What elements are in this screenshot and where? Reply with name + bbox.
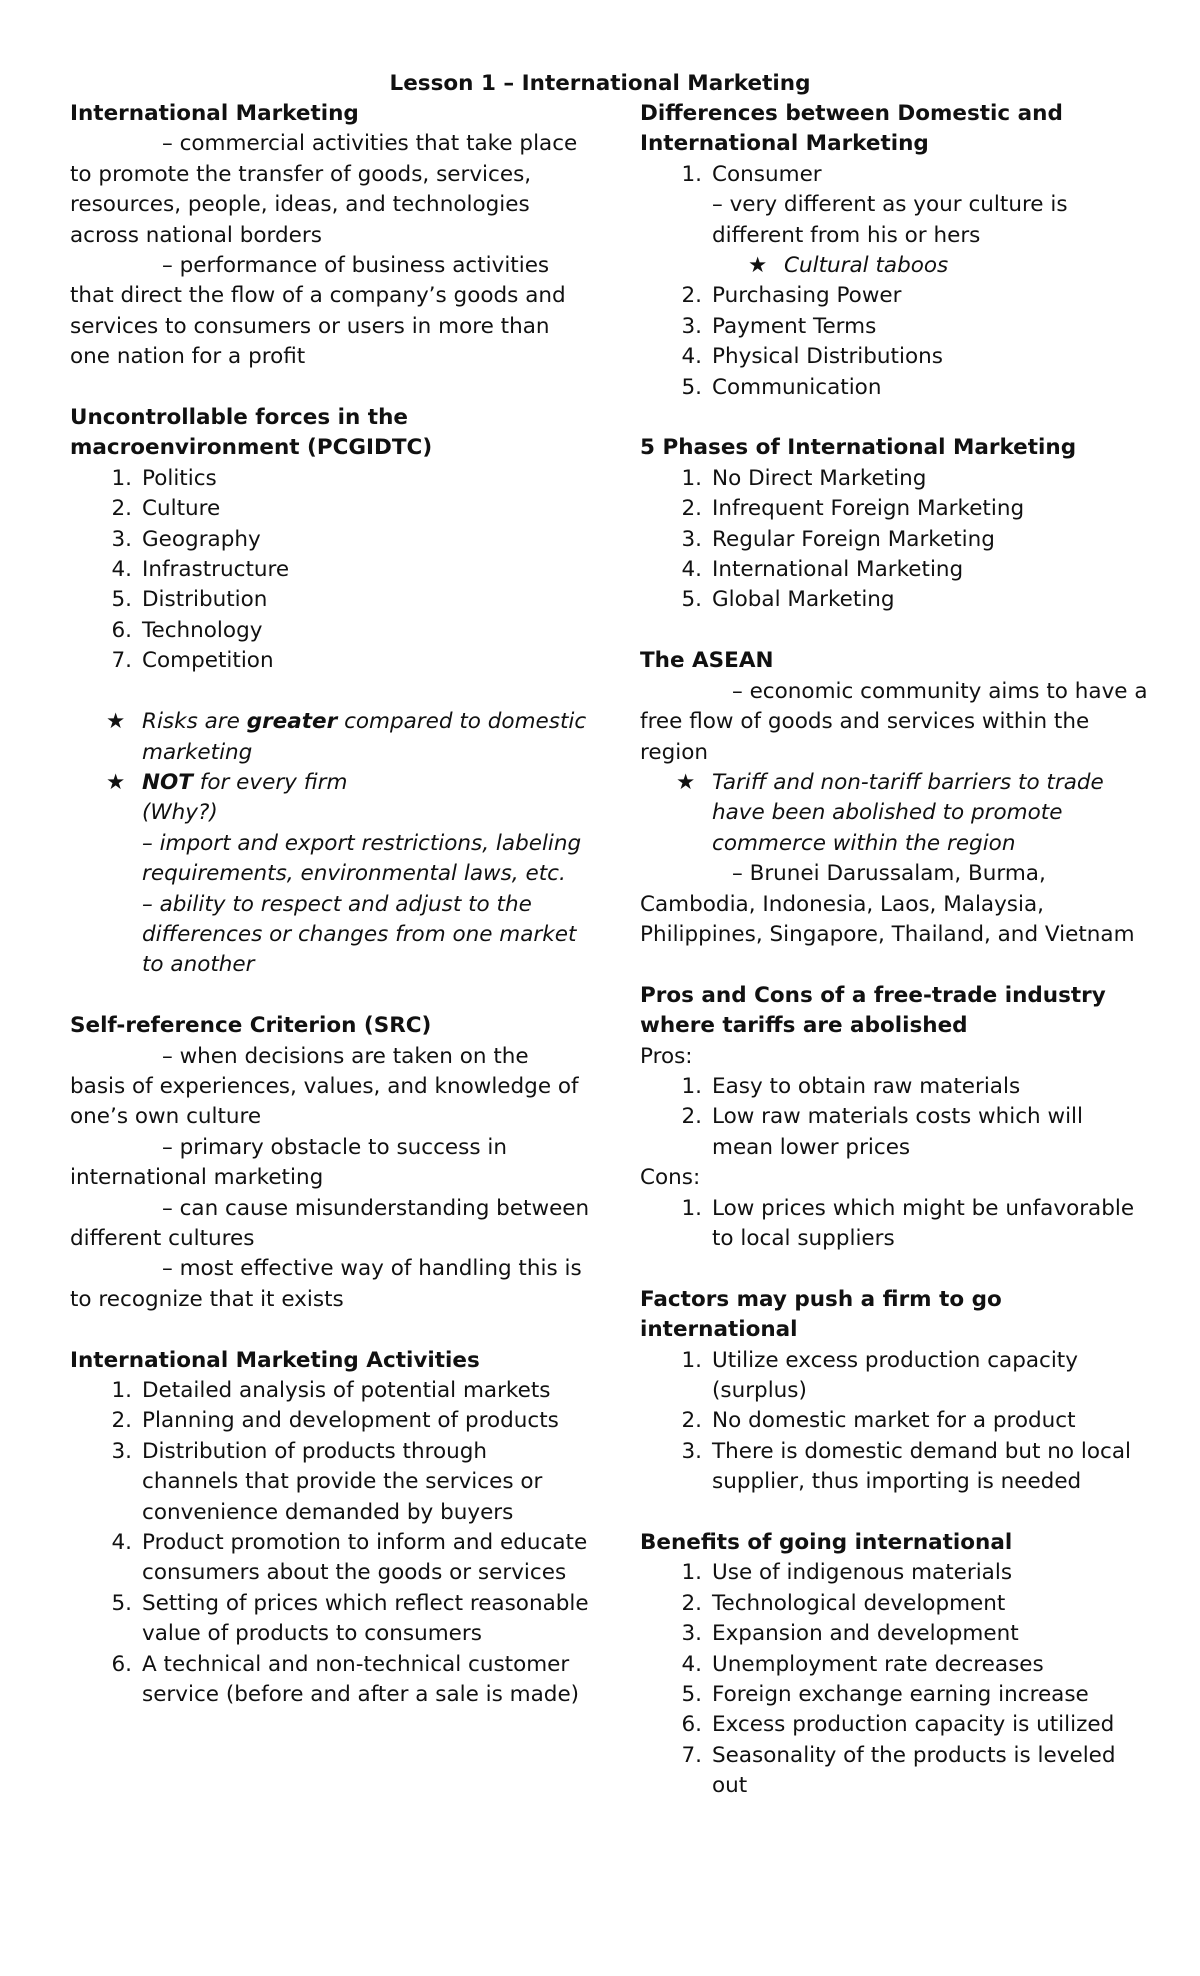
definition-text: – commercial activities that take place to promote the transfer of goods, services, resources, people, ideas, and technologies across national borders — [70, 131, 578, 248]
list-item: 4. Product promotion to inform and educate consumers about the goods or services — [111, 1530, 588, 1586]
list-item: 1. Consumer — [681, 161, 822, 187]
list-item: 2. No domestic market for a product — [681, 1408, 1076, 1434]
list-item: 5. Distribution — [111, 587, 268, 613]
definition-text: – most effective way of handling this is to recognize that it exists — [70, 1256, 582, 1312]
section-heading-international-marketing: International Marketing — [70, 101, 359, 126]
member-list-text: – Brunei Darussalam, Burma, Cambodia, Indonesia, Laos, Malaysia, Philippines, Singapore, Thailand, and Vietnam — [640, 861, 1135, 947]
definition-text: – economic community aims to have a free flow of goods and services within the region — [640, 678, 1148, 765]
list-item: 3. Geography — [111, 526, 261, 552]
why-label: (Why?) — [142, 800, 218, 826]
list-item: 4. Infrastructure — [111, 557, 290, 583]
list-item: 4. Unemployment rate decreases — [681, 1651, 1044, 1677]
list-item: 7. Competition — [111, 648, 274, 674]
left-column — [70, 99, 590, 1710]
list-item: 3. Regular Foreign Marketing — [681, 526, 995, 552]
star-icon: ★ — [748, 253, 768, 279]
right-column — [640, 99, 1150, 1802]
list-item: 5. Global Marketing — [681, 587, 895, 613]
list-item: 1. Low prices which might be unfavorable to local suppliers — [681, 1195, 1135, 1251]
list-item: 5. Foreign exchange earning increase — [681, 1682, 1089, 1708]
section-heading-pros-cons: Pros and Cons of a free-trade industry where tariffs are abolished — [640, 982, 1106, 1039]
list-item: 2. Culture — [111, 496, 221, 522]
star-note: ★ Risks are greater compared to domestic marketing — [106, 709, 587, 765]
list-item: 6. Technology — [111, 617, 263, 643]
star-note: ★ Cultural taboos — [640, 251, 1150, 281]
section-heading-factors: Factors may push a firm to go international — [640, 1286, 1002, 1343]
pros-label: Pros: — [640, 1043, 693, 1069]
list-item: 3. Distribution of products through channels that provide the services or convenience demanded by buyers — [111, 1438, 543, 1525]
list-item: 2. Technological development — [681, 1590, 1006, 1616]
section-heading-uncontrollable-forces: Uncontrollable forces in the macroenvironment (PCGIDTC) — [70, 405, 433, 461]
star-icon: ★ — [106, 709, 126, 735]
reason-text: – import and export restrictions, labeling requirements, environmental laws, etc. — [142, 830, 582, 887]
list-item: 2. Low raw materials costs which will mean lower prices — [681, 1104, 1083, 1160]
list-item: 1. No Direct Marketing — [681, 465, 927, 491]
list-item: 1. Politics — [111, 465, 217, 491]
list-item: 1. Easy to obtain raw materials — [681, 1073, 1021, 1099]
definition-text: – performance of business activities that direct the flow of a company’s goods and services to consumers or users in more than one nation for a profit — [70, 253, 566, 370]
item-description: – very different as your culture is different from his or hers — [712, 192, 1068, 248]
definition-text: – can cause misunderstanding between different cultures — [70, 1195, 590, 1251]
list-item: 5. Setting of prices which reflect reasonable value of products to consumers — [111, 1590, 589, 1647]
list-item: 7. Seasonality of the products is leveled out — [681, 1742, 1116, 1799]
definition-text: – when decisions are taken on the basis of experiences, values, and knowledge of one’s own culture — [70, 1043, 579, 1130]
star-icon: ★ — [676, 769, 696, 795]
section-heading-benefits: Benefits of going international — [640, 1530, 1013, 1556]
list-item: 6. Excess production capacity is utilized — [681, 1712, 1115, 1738]
definition-text: – primary obstacle to success in international marketing — [70, 1134, 507, 1191]
list-item: 2. Planning and development of products — [111, 1408, 559, 1434]
list-item: 1. Utilize excess production capacity (surplus) — [681, 1347, 1078, 1403]
list-item: 2. Purchasing Power — [681, 283, 902, 309]
list-item: 3. Payment Terms — [681, 313, 877, 339]
page-title: Lesson 1 – International Marketing — [389, 71, 811, 96]
reason-text: – ability to respect and adjust to the differences or changes from one market to another — [142, 891, 577, 978]
section-heading-differences: Differences between Domestic and International Marketing — [640, 101, 1063, 157]
section-heading-asean: The ASEAN — [640, 648, 774, 674]
list-item: 5. Communication — [681, 374, 882, 400]
list-item: 3. There is domestic demand but no local supplier, thus importing is needed — [681, 1438, 1132, 1495]
list-item: 1. Use of indigenous materials — [681, 1560, 1013, 1586]
section-heading-phases: 5 Phases of International Marketing — [640, 435, 1077, 461]
star-note: ★ NOT for every firm — [70, 768, 590, 798]
cons-label: Cons: — [640, 1165, 701, 1191]
list-item: 2. Infrequent Foreign Marketing — [681, 496, 1025, 522]
list-item: 6. A technical and non-technical customer service (before and after a sale is made) — [111, 1651, 580, 1708]
list-item: 3. Expansion and development — [681, 1621, 1019, 1647]
star-note: ★ Tariff and non-tariff barriers to trade have been abolished to promote commerce within the region — [676, 769, 1104, 856]
list-item: 4. Physical Distributions — [681, 344, 943, 370]
section-heading-activities: International Marketing Activities — [70, 1347, 480, 1373]
star-icon: ★ — [106, 769, 126, 795]
list-item: 4. International Marketing — [681, 557, 964, 583]
list-item: 1. Detailed analysis of potential markets — [111, 1378, 551, 1403]
section-heading-src: Self-reference Criterion (SRC) — [70, 1013, 432, 1039]
